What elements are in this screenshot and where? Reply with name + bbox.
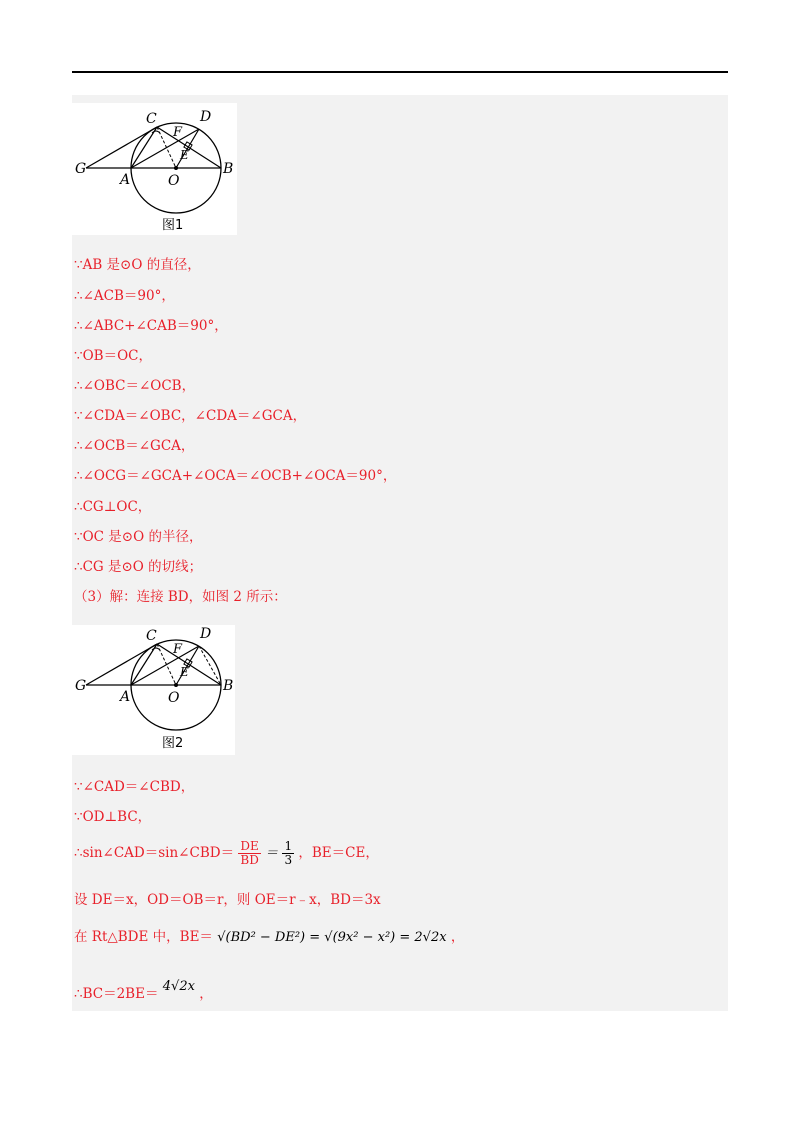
equals-sign: ＝ — [265, 845, 279, 861]
fig2-label-g: G — [75, 678, 87, 694]
fig2-label-f: F — [173, 642, 183, 657]
solution-block — [72, 95, 728, 1011]
proof-line-11: ∴CG 是⊙O 的切线； — [74, 559, 203, 575]
proof-line-9: ∴CG⊥OC， — [74, 499, 152, 515]
fig2-label-o: O — [168, 690, 180, 706]
fig2-label-c: C — [146, 628, 157, 644]
proof2-line-6-suffix: ， — [199, 986, 213, 1002]
figure-2 — [72, 625, 235, 755]
proof2-line-1: ∵∠CAD＝∠CBD， — [74, 779, 195, 795]
proof2-line-6 — [74, 975, 213, 1006]
fig1-label-o: O — [168, 173, 180, 189]
fig1-label-b: B — [223, 161, 234, 177]
fig2-caption: 图2 — [162, 736, 184, 751]
proof2-line-3 — [74, 838, 379, 869]
figure-2-diagram — [72, 625, 235, 755]
proof-line-3: ∴∠ABC+∠CAB＝90°， — [74, 318, 228, 334]
proof2-line-3-suffix: ，BE＝CE， — [298, 845, 379, 861]
fig2-label-b: B — [223, 678, 234, 694]
figure-1 — [72, 103, 237, 235]
proof2-line-3-prefix: ∴sin∠CAD＝sin∠CBD＝ — [74, 845, 235, 861]
fig1-label-f: F — [173, 125, 183, 140]
proof-line-6: ∵∠CDA＝∠OBC，∠CDA＝∠GCA， — [74, 408, 307, 424]
fraction-one-third — [282, 840, 294, 867]
fraction-denominator: BD — [240, 853, 259, 867]
figure-1-diagram — [72, 103, 237, 235]
fig1-caption: 图1 — [162, 218, 184, 233]
header-rule — [72, 71, 728, 73]
proof2-line-2: ∵OD⊥BC， — [74, 809, 152, 825]
proof-line-4: ∵OB＝OC， — [74, 348, 152, 364]
fraction-three: 3 — [284, 853, 293, 867]
fraction-one: 1 — [284, 839, 293, 853]
proof-line-8: ∴∠OCG＝∠GCA+∠OCA＝∠OCB+∠OCA＝90°， — [74, 468, 397, 484]
proof-line-7: ∴∠OCB＝∠GCA， — [74, 438, 195, 454]
proof2-line-4: 设 DE＝x，OD＝OB＝r，则 OE＝r﹣x，BD＝3x — [74, 892, 381, 908]
fig2-label-a: A — [120, 689, 131, 705]
proof2-line-6-prefix: ∴BC＝2BE＝ — [74, 986, 159, 1002]
proof-line-10: ∵OC 是⊙O 的半径， — [74, 529, 203, 545]
proof-line-12: （3）解：连接 BD，如图 2 所示： — [74, 589, 287, 605]
fig1-label-a: A — [120, 172, 131, 188]
proof2-line-5 — [74, 925, 464, 950]
fraction-de-bd — [238, 840, 260, 867]
fig1-label-e: E — [180, 148, 189, 162]
fig1-label-c: C — [146, 111, 157, 127]
fig2-label-e: E — [180, 665, 189, 679]
proof-line-5: ∴∠OBC＝∠OCB， — [74, 378, 196, 394]
proof-line-1: ∵AB 是⊙O 的直径， — [74, 257, 201, 273]
bc-radical-expression: 4√2x — [162, 979, 195, 994]
fig2-label-d: D — [200, 626, 212, 642]
fig1-label-d: D — [200, 109, 212, 125]
proof2-line-5-suffix: ， — [450, 929, 465, 945]
proof-line-2: ∴∠ACB＝90°， — [74, 288, 175, 304]
be-radical-expression: √(BD² − DE²) = √(9x² − x²) = 2√2x — [217, 929, 447, 945]
proof2-line-5-prefix: 在 Rt△BDE 中，BE＝ — [74, 929, 213, 945]
fig1-label-g: G — [75, 161, 87, 177]
fraction-numerator: DE — [238, 840, 260, 854]
